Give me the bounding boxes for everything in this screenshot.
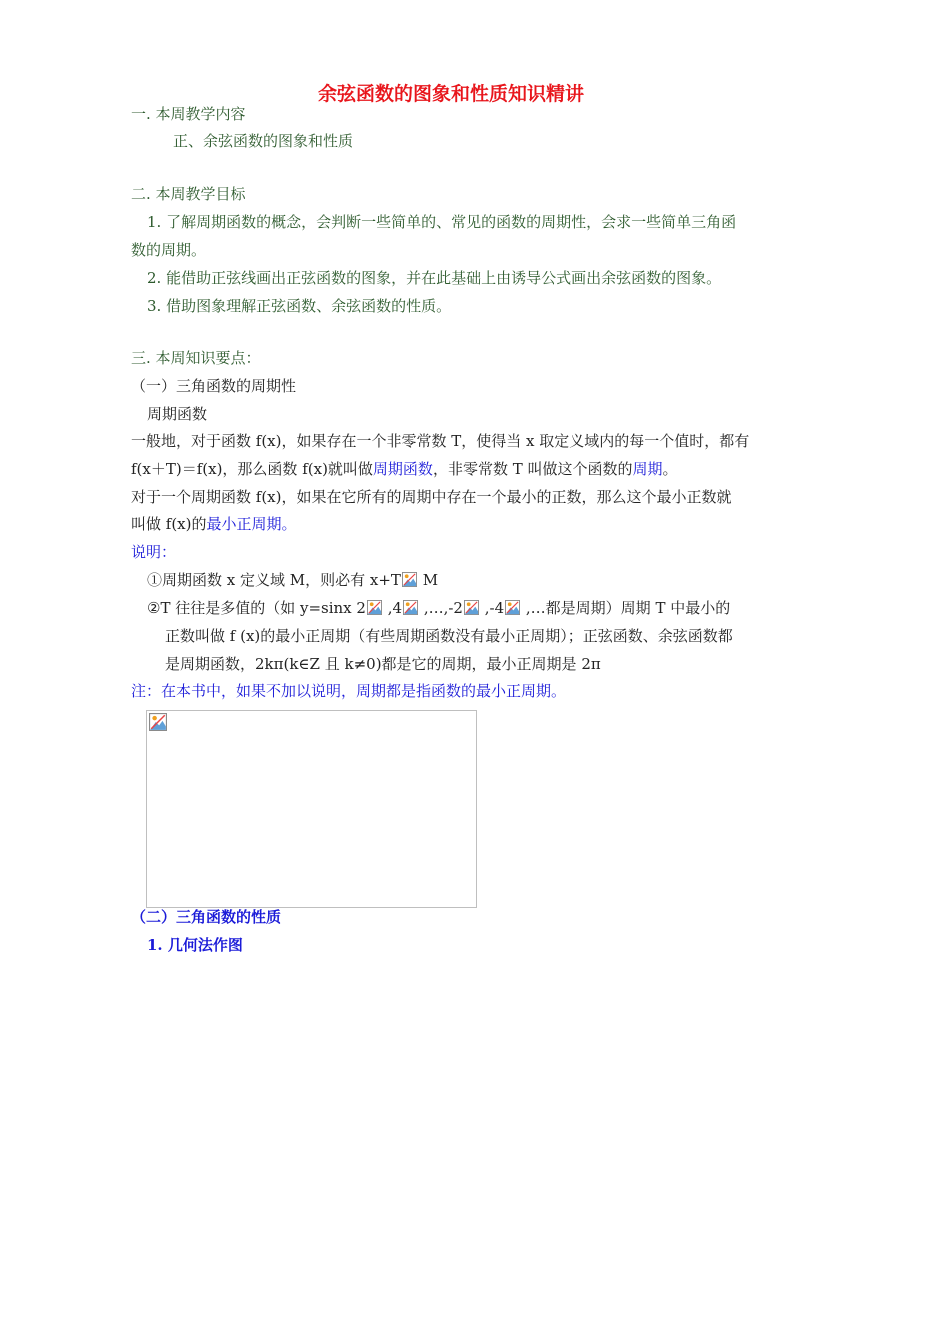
note-item-2-text: ,-4 bbox=[479, 599, 505, 617]
definition-line-1: 一般地，对于函数 f(x)，如果存在一个非零常数 T，使得当 x 取定义域内的每一个值时，都有 bbox=[131, 432, 750, 450]
note-item-2-text: ,4 bbox=[382, 599, 403, 617]
definition-text: 。 bbox=[662, 460, 678, 478]
broken-image-icon bbox=[505, 600, 520, 615]
subsection-1-heading: （一）三角函数的周期性 bbox=[131, 377, 297, 395]
definition-text: f(x＋T)＝f(x)，那么函数 f(x)就叫做 bbox=[131, 460, 373, 478]
section-1-heading: 一. 本周教学内容 bbox=[131, 105, 246, 123]
min-period-line-1: 对于一个周期函数 f(x)，如果在它所有的周期中存在一个最小的正数，那么这个最小正数就 bbox=[131, 488, 732, 506]
goal-1-line-1: 1. 了解周期函数的概念，会判断一些简单的、常见的函数的周期性，会求一些简单三角函 bbox=[147, 213, 737, 231]
remark-note: 注：在本书中，如果不加以说明，周期都是指函数的最小正周期。 bbox=[131, 682, 567, 700]
note-item-1-text: M bbox=[417, 571, 439, 589]
broken-image-icon bbox=[403, 600, 418, 615]
min-period-text: 叫做 f(x)的 bbox=[131, 515, 207, 533]
note-label: 说明： bbox=[131, 543, 177, 561]
image-placeholder-frame bbox=[146, 710, 477, 908]
goal-2: 2. 能借助正弦线画出正弦函数的图象，并在此基础上由诱导公式画出余弦函数的图象。 bbox=[147, 269, 722, 287]
broken-image-icon bbox=[367, 600, 382, 615]
broken-image-icon bbox=[149, 713, 167, 731]
note-item-2-line-1 bbox=[147, 597, 730, 619]
term-link-periodic-function: 周期函数 bbox=[372, 460, 433, 478]
subsection-2-heading: （二）三角函数的性质 bbox=[131, 908, 282, 926]
doc-title: 余弦函数的图象和性质知识精讲 bbox=[318, 83, 585, 105]
note-item-2-text: ,…都是周期）周期 T 中最小的 bbox=[521, 599, 731, 617]
section-1-content: 正、余弦函数的图象和性质 bbox=[173, 132, 354, 150]
definition-text: ，非零常数 T 叫做这个函数的 bbox=[432, 460, 633, 478]
broken-image-icon bbox=[402, 572, 417, 587]
min-period-line-2 bbox=[131, 513, 297, 535]
broken-image-icon bbox=[464, 600, 479, 615]
goal-3: 3. 借助图象理解正弦函数、余弦函数的性质。 bbox=[147, 297, 452, 315]
subsection-2-item-1: 1. 几何法作图 bbox=[147, 936, 243, 954]
goal-1-line-2: 数的周期。 bbox=[131, 241, 207, 259]
note-item-1 bbox=[147, 569, 438, 591]
section-3-heading: 三. 本周知识要点： bbox=[131, 349, 261, 367]
note-item-2-text: ,…,-2 bbox=[419, 599, 463, 617]
note-item-2-line-2: 正数叫做 f (x)的最小正周期（有些周期函数没有最小正周期）；正弦函数、余弦函数都 bbox=[165, 627, 733, 645]
definition-line-2 bbox=[131, 458, 678, 480]
term-link-period: 周期 bbox=[632, 460, 663, 478]
note-item-2-line-3: 是周期函数，2kπ(k∈Z 且 k≠0)都是它的周期，最小正周期是 2π bbox=[165, 655, 601, 673]
term-link-min-period: 最小正周期。 bbox=[206, 515, 297, 533]
note-item-2-text: ②T 往往是多值的（如 y=sinx 2 bbox=[147, 599, 366, 617]
term-periodic-function: 周期函数 bbox=[147, 405, 208, 423]
note-item-1-text: ①周期函数 x 定义域 M，则必有 x+T bbox=[147, 571, 401, 589]
section-2-heading: 二. 本周教学目标 bbox=[131, 185, 246, 203]
